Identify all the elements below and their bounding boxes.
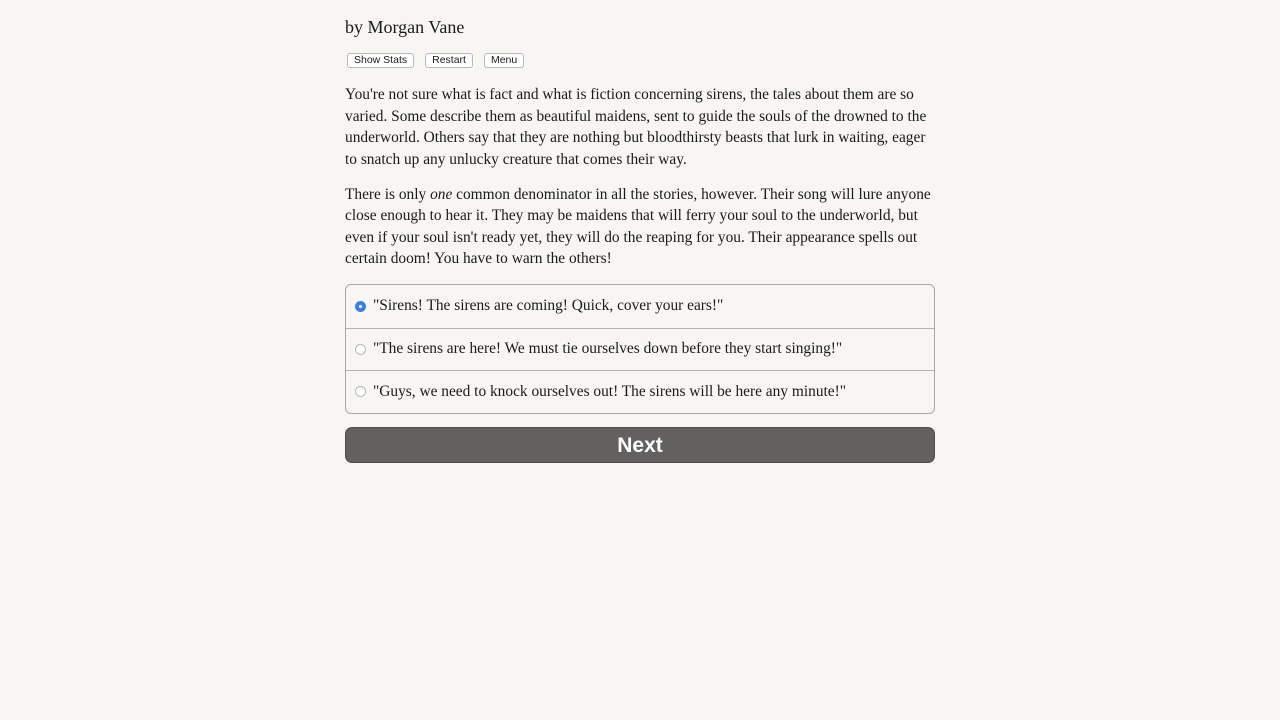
- radio-button[interactable]: [355, 344, 366, 355]
- story-paragraph-2-start: There is only: [345, 185, 431, 203]
- choice-label: "Sirens! The sirens are coming! Quick, cover your ears!": [373, 297, 724, 315]
- show-stats-button[interactable]: Show Stats: [347, 53, 414, 68]
- toolbar: [347, 53, 524, 68]
- restart-button[interactable]: Restart: [425, 53, 473, 68]
- radio-button[interactable]: [355, 301, 366, 312]
- radio-button[interactable]: [355, 386, 366, 397]
- choice-label: "The sirens are here! We must tie ourselves down before they start singing!": [373, 340, 843, 358]
- story-paragraph-1: You're not sure what is fact and what is fiction concerning sirens, the tales about them are so varied. Some describe them as beautiful maidens, sent to guide the souls of the drowned to the underworld. Others say that they are nothing but bloodthirsty beasts that lurk in waiting, eager to snatch up any unlucky creature that comes their way.: [345, 86, 927, 168]
- story-paragraph-2-end: common denominator in all the stories, however. Their song will lure anyone close enough to hear it. They may be maidens that will ferry your soul to the underworld, but even if your soul isn't ready yet, they will do the reaping for you. Their appearance spells out certain doom! You have to warn the others!: [345, 185, 931, 267]
- choice-option-3[interactable]: [346, 370, 934, 413]
- author-byline: by Morgan Vane: [345, 17, 465, 37]
- menu-button[interactable]: Menu: [484, 53, 524, 68]
- choice-label: "Guys, we need to knock ourselves out! The sirens will be here any minute!": [373, 382, 847, 400]
- next-button[interactable]: Next: [345, 427, 935, 463]
- choice-option-1[interactable]: [346, 285, 934, 328]
- choice-option-2[interactable]: [346, 328, 934, 371]
- choice-list: [345, 284, 935, 414]
- story-paragraph-2: [345, 184, 935, 270]
- story-text: [345, 84, 935, 283]
- story-paragraph-2-emphasis: one: [430, 185, 453, 203]
